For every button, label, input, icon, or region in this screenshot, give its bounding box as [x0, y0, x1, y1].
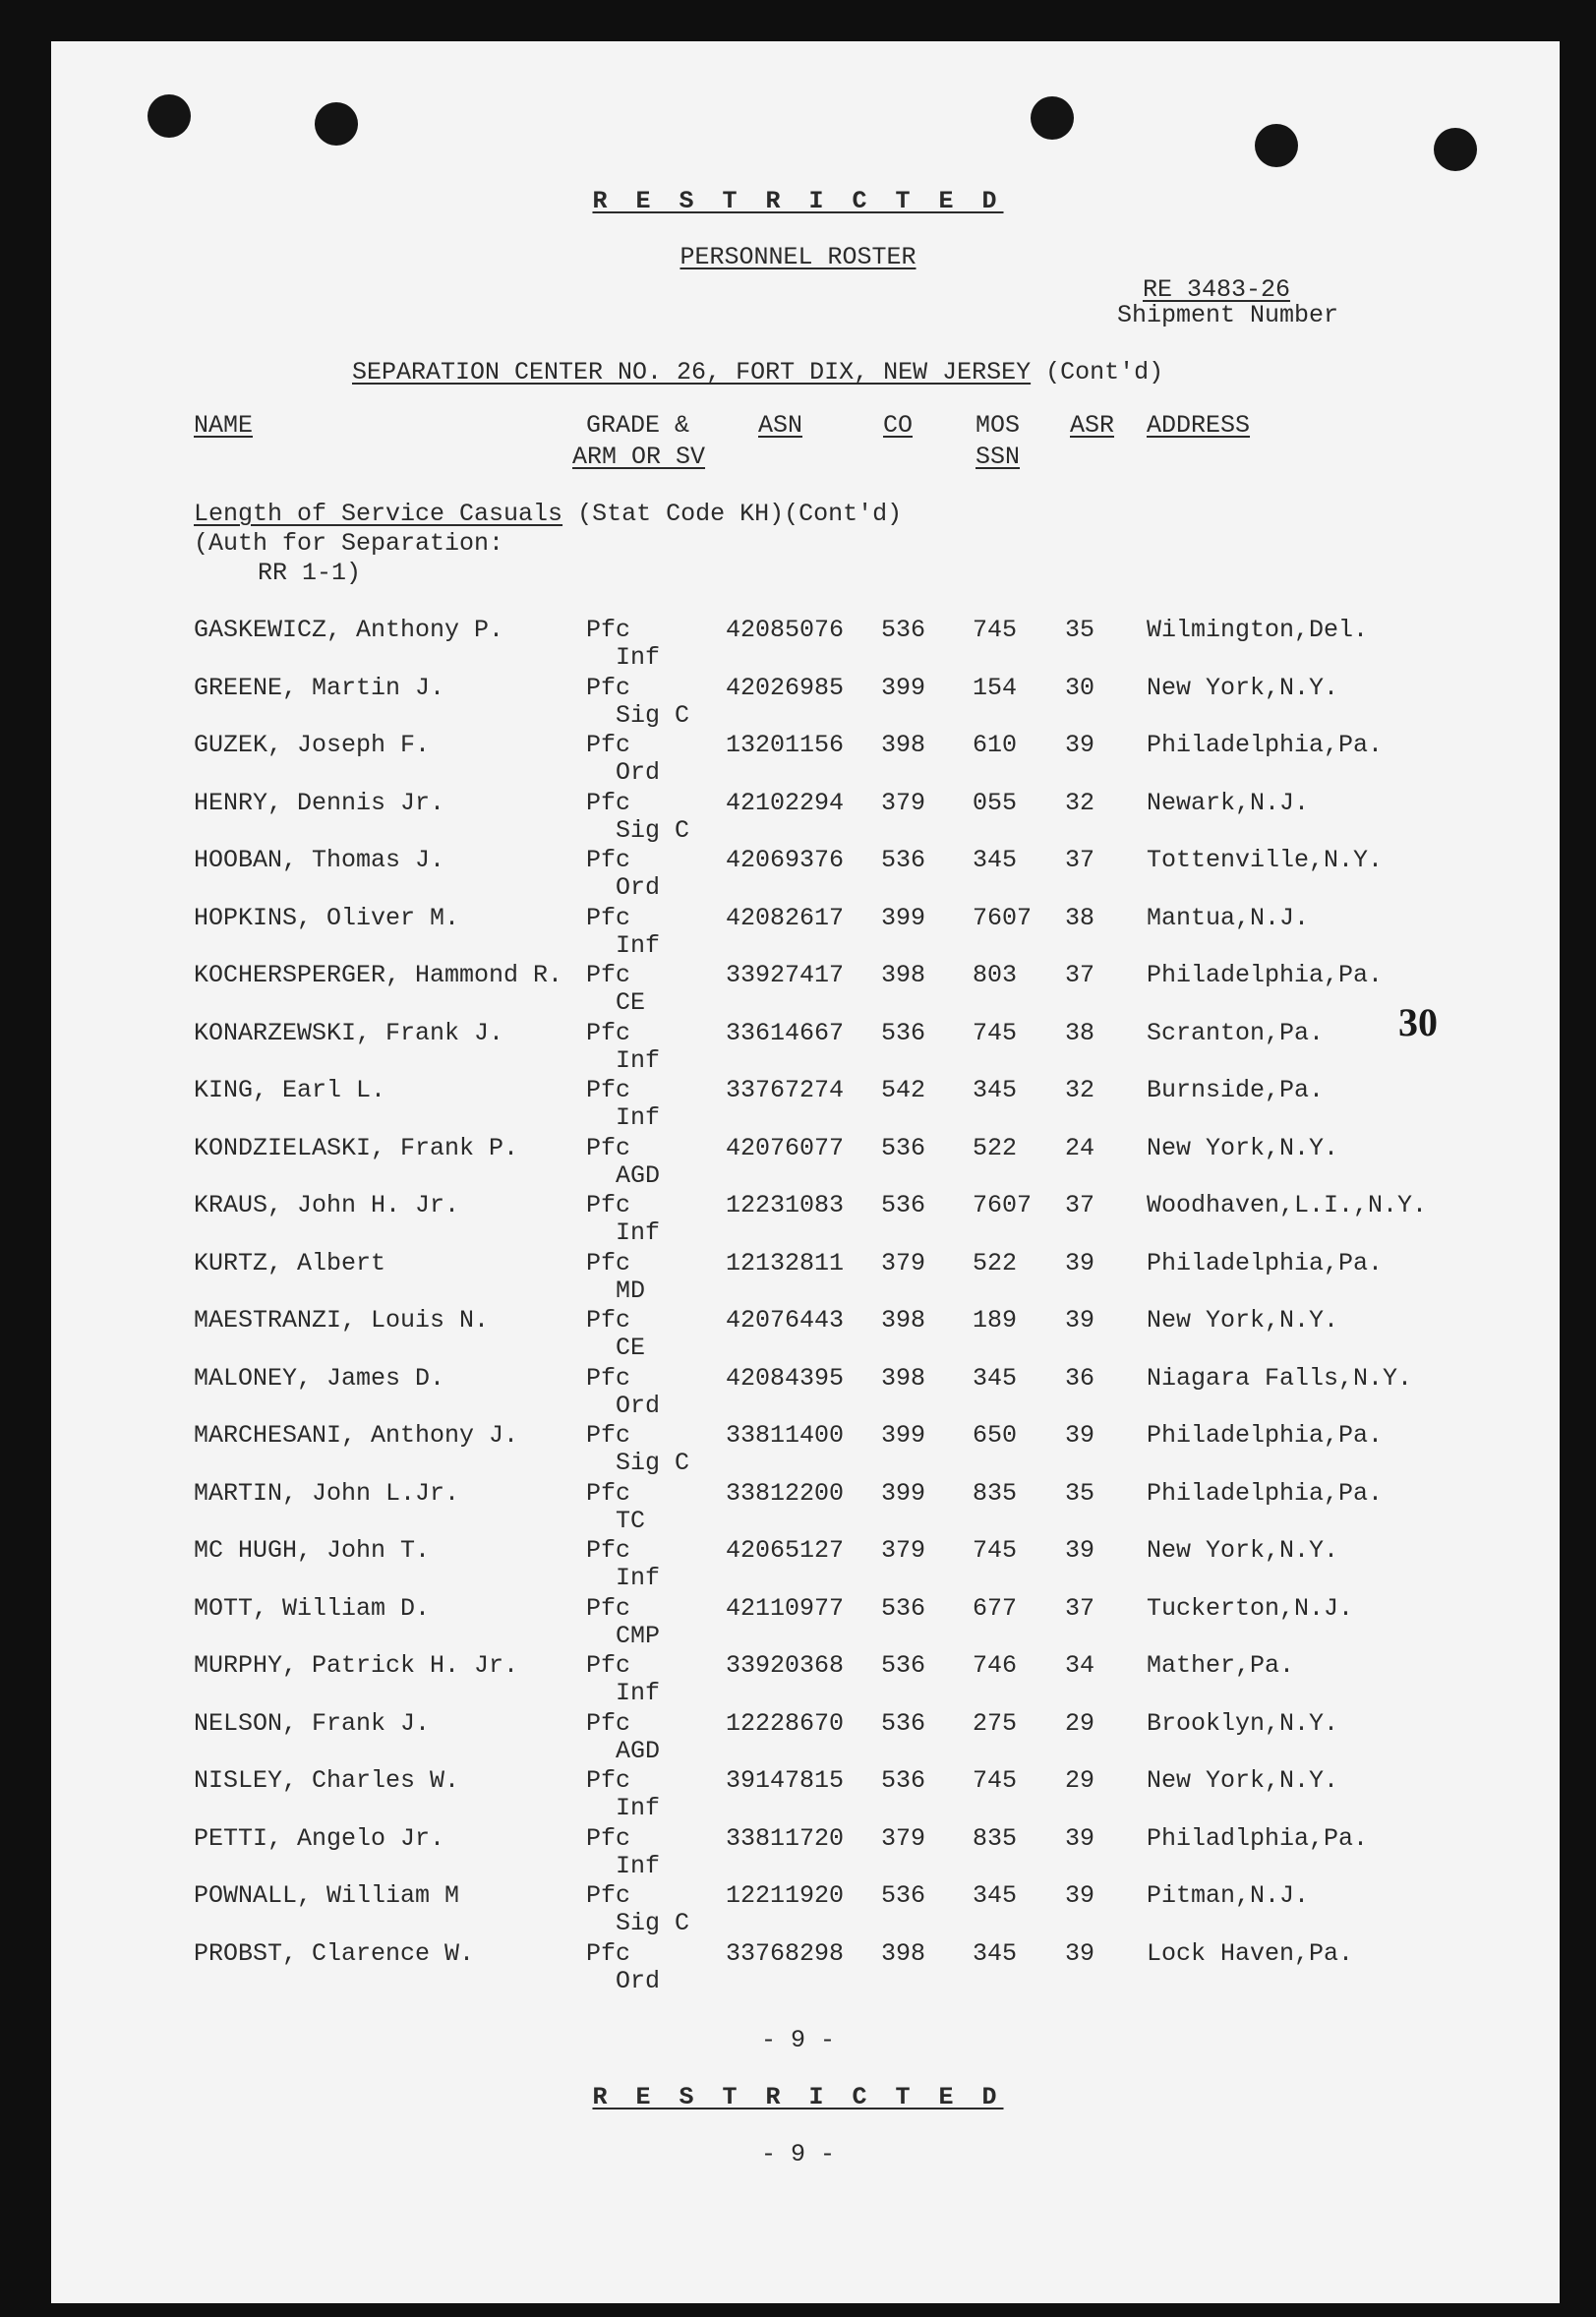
row-co: 398: [881, 1363, 926, 1393]
row-asr: 24: [1065, 1133, 1095, 1162]
center-title-line: [352, 358, 1163, 387]
row-asn: 42085076: [726, 616, 845, 644]
row-address: Mather,Pa.: [1147, 1651, 1295, 1680]
page-marker: - 9 -: [760, 2026, 835, 2054]
row-asr: 37: [1065, 1191, 1095, 1219]
row-arm: AGD: [616, 1736, 661, 1765]
row-arm: AGD: [616, 1160, 661, 1190]
row-co: 379: [881, 788, 926, 817]
row-grade: Pfc: [586, 1651, 631, 1680]
row-co: 398: [881, 1938, 926, 1968]
row-grade: Pfc: [586, 788, 631, 817]
table-row: [0, 1594, 1596, 1651]
row-arm: CMP: [616, 1621, 661, 1650]
row-mos: 189: [973, 1306, 1018, 1335]
table-row: [0, 1651, 1596, 1708]
row-asr: 39: [1065, 1306, 1095, 1335]
row-mos: 745: [973, 1536, 1018, 1565]
row-asr: 29: [1065, 1708, 1095, 1738]
row-co: 536: [881, 1133, 926, 1162]
row-arm: Sig C: [616, 700, 690, 730]
row-asr: 39: [1065, 1248, 1095, 1277]
section-code: (Stat Code KH)(Cont'd): [577, 500, 903, 528]
table-row: [0, 1421, 1596, 1478]
row-arm: CE: [616, 1334, 646, 1362]
row-asn: 13201156: [726, 731, 845, 759]
row-asr: 38: [1065, 903, 1095, 932]
row-grade: Pfc: [586, 1421, 631, 1450]
row-mos: 7607: [973, 903, 1033, 932]
row-address: Philadelphia,Pa.: [1147, 1421, 1384, 1450]
row-mos: 746: [973, 1651, 1018, 1680]
row-name: PROBST, Clarence W.: [194, 1938, 475, 1968]
row-grade: Pfc: [586, 1306, 631, 1335]
row-mos: 275: [973, 1708, 1018, 1738]
row-co: 399: [881, 673, 926, 702]
shipment-number: RE 3483-26: [1143, 275, 1291, 304]
row-asn: 42026985: [726, 673, 845, 702]
row-address: Brooklyn,N.Y.: [1147, 1708, 1339, 1738]
row-name: MARTIN, John L.Jr.: [194, 1478, 460, 1508]
row-grade: Pfc: [586, 616, 631, 644]
table-row: [0, 961, 1596, 1018]
row-name: MC HUGH, John T.: [194, 1536, 431, 1565]
row-grade: Pfc: [586, 1708, 631, 1738]
row-name: PETTI, Angelo Jr.: [194, 1823, 445, 1853]
row-name: KRAUS, John H. Jr.: [194, 1191, 460, 1219]
row-mos: 745: [973, 1766, 1018, 1795]
row-asr: 39: [1065, 1536, 1095, 1565]
row-co: 536: [881, 846, 926, 874]
row-arm: Ord: [616, 873, 661, 902]
row-name: MALONEY, James D.: [194, 1363, 445, 1393]
row-name: POWNALL, William M: [194, 1881, 460, 1910]
table-row: [0, 1076, 1596, 1133]
row-co: 398: [881, 961, 926, 989]
row-grade: Pfc: [586, 731, 631, 759]
table-row: [0, 1019, 1596, 1076]
row-co: 536: [881, 1708, 926, 1738]
table-row: [0, 1824, 1596, 1881]
punch-hole: [1255, 124, 1298, 167]
row-asn: 42069376: [726, 846, 845, 874]
margin-number: 30: [1398, 1000, 1438, 1044]
row-name: HOPKINS, Oliver M.: [194, 903, 460, 932]
row-address: Lock Haven,Pa.: [1147, 1938, 1354, 1968]
col-arm: ARM OR SV: [572, 443, 706, 471]
row-address: Philadelphia,Pa.: [1147, 961, 1384, 989]
row-arm: Ord: [616, 1391, 661, 1420]
row-grade: Pfc: [586, 846, 631, 874]
row-co: 536: [881, 1191, 926, 1219]
row-asr: 35: [1065, 616, 1095, 644]
row-arm: Inf: [616, 1564, 661, 1592]
row-grade: Pfc: [586, 1248, 631, 1277]
row-asn: 33767274: [726, 1076, 845, 1104]
row-grade: Pfc: [586, 1881, 631, 1910]
row-asr: 39: [1065, 1421, 1095, 1450]
row-asn: 39147815: [726, 1766, 845, 1795]
row-address: Burnside,Pa.: [1147, 1076, 1325, 1104]
row-asn: 42110977: [726, 1593, 845, 1623]
row-arm: Ord: [616, 758, 661, 787]
row-asn: 42082617: [726, 903, 845, 932]
table-row: [0, 1766, 1596, 1823]
row-asn: 12231083: [726, 1191, 845, 1219]
table-row: [0, 1939, 1596, 1996]
row-asr: 32: [1065, 1076, 1095, 1104]
row-name: KING, Earl L.: [194, 1076, 386, 1104]
row-address: New York,N.Y.: [1147, 1133, 1339, 1162]
row-asn: 33920368: [726, 1651, 845, 1680]
table-row: [0, 1249, 1596, 1306]
row-name: MURPHY, Patrick H. Jr.: [194, 1651, 519, 1680]
section-auth-ref: RR 1-1): [258, 559, 362, 587]
classification-header: R E S T R I C T E D: [592, 187, 1004, 215]
row-co: 379: [881, 1536, 926, 1565]
table-row: [0, 904, 1596, 961]
row-asr: 39: [1065, 1938, 1095, 1968]
row-address: New York,N.Y.: [1147, 1536, 1339, 1565]
row-address: Mantua,N.J.: [1147, 903, 1310, 932]
row-mos: 610: [973, 731, 1018, 759]
row-mos: 055: [973, 788, 1018, 817]
row-address: Philadelphia,Pa.: [1147, 1478, 1384, 1508]
table-row: [0, 1134, 1596, 1191]
row-co: 399: [881, 1421, 926, 1450]
row-co: 536: [881, 1593, 926, 1623]
row-grade: Pfc: [586, 1133, 631, 1162]
row-mos: 7607: [973, 1191, 1033, 1219]
row-co: 536: [881, 616, 926, 644]
table-row: [0, 1364, 1596, 1421]
center-title: SEPARATION CENTER NO. 26, FORT DIX, NEW JERSEY: [352, 358, 1032, 386]
row-arm: Ord: [616, 1966, 661, 1995]
row-name: MOTT, William D.: [194, 1593, 431, 1623]
row-arm: Inf: [616, 1218, 661, 1247]
row-address: Philadlphia,Pa.: [1147, 1823, 1369, 1853]
row-asr: 35: [1065, 1478, 1095, 1508]
row-name: KONDZIELASKI, Frank P.: [194, 1133, 519, 1162]
row-arm: Sig C: [616, 815, 690, 845]
row-grade: Pfc: [586, 1363, 631, 1393]
row-arm: Inf: [616, 1851, 661, 1880]
row-asr: 38: [1065, 1018, 1095, 1047]
row-asn: 42065127: [726, 1536, 845, 1565]
row-mos: 745: [973, 1018, 1018, 1047]
row-name: NISLEY, Charles W.: [194, 1766, 460, 1795]
row-arm: Inf: [616, 1794, 661, 1822]
row-asn: 42076443: [726, 1306, 845, 1335]
row-grade: Pfc: [586, 1938, 631, 1968]
row-mos: 345: [973, 1938, 1018, 1968]
row-address: Wilmington,Del.: [1147, 616, 1369, 644]
row-name: KURTZ, Albert: [194, 1248, 386, 1277]
punch-hole: [315, 102, 358, 146]
row-co: 536: [881, 1651, 926, 1680]
row-asr: 29: [1065, 1766, 1095, 1795]
row-asn: 33811400: [726, 1421, 845, 1450]
row-co: 536: [881, 1018, 926, 1047]
row-grade: Pfc: [586, 903, 631, 932]
row-mos: 522: [973, 1248, 1018, 1277]
row-asr: 37: [1065, 846, 1095, 874]
row-mos: 650: [973, 1421, 1018, 1450]
table-row: [0, 1709, 1596, 1766]
section-heading: [194, 500, 902, 529]
punch-hole: [148, 94, 191, 138]
col-asn: ASN: [758, 411, 803, 440]
row-address: New York,N.Y.: [1147, 1306, 1339, 1335]
row-asn: 33811720: [726, 1823, 845, 1853]
row-grade: Pfc: [586, 673, 631, 702]
row-asn: 33768298: [726, 1938, 845, 1968]
row-asn: 42076077: [726, 1133, 845, 1162]
row-mos: 803: [973, 961, 1018, 989]
row-name: GREENE, Martin J.: [194, 673, 445, 702]
row-asn: 12132811: [726, 1248, 845, 1277]
row-arm: Inf: [616, 643, 661, 672]
row-grade: Pfc: [586, 1766, 631, 1795]
row-asn: 42102294: [726, 788, 845, 817]
table-row: [0, 1479, 1596, 1536]
row-address: Newark,N.J.: [1147, 788, 1310, 817]
row-mos: 345: [973, 1076, 1018, 1104]
row-grade: Pfc: [586, 1191, 631, 1219]
row-co: 398: [881, 1306, 926, 1335]
row-address: Tuckerton,N.J.: [1147, 1593, 1354, 1623]
row-co: 536: [881, 1881, 926, 1910]
row-mos: 154: [973, 673, 1018, 702]
row-asr: 39: [1065, 731, 1095, 759]
row-asn: 33927417: [726, 961, 845, 989]
row-grade: Pfc: [586, 1823, 631, 1853]
section-title: Length of Service Casuals: [194, 500, 563, 528]
row-asr: 34: [1065, 1651, 1095, 1680]
col-ssn: SSN: [975, 443, 1021, 471]
row-address: New York,N.Y.: [1147, 1766, 1339, 1795]
table-row: [0, 846, 1596, 903]
row-arm: Sig C: [616, 1449, 690, 1477]
row-grade: Pfc: [586, 1478, 631, 1508]
row-arm: Inf: [616, 1045, 661, 1075]
row-arm: Inf: [616, 1679, 661, 1707]
row-asn: 33614667: [726, 1018, 845, 1047]
row-arm: CE: [616, 988, 646, 1017]
row-asr: 36: [1065, 1363, 1095, 1393]
row-address: Tottenville,N.Y.: [1147, 846, 1384, 874]
table-row: [0, 1306, 1596, 1363]
table-row: [0, 789, 1596, 846]
row-mos: 345: [973, 1881, 1018, 1910]
row-grade: Pfc: [586, 1076, 631, 1104]
table-row: [0, 1881, 1596, 1938]
row-asr: 32: [1065, 788, 1095, 817]
row-name: MAESTRANZI, Louis N.: [194, 1306, 490, 1335]
shipment-label: Shipment Number: [1117, 301, 1339, 329]
row-co: 399: [881, 1478, 926, 1508]
row-name: HOOBAN, Thomas J.: [194, 846, 445, 874]
row-asn: 42084395: [726, 1363, 845, 1393]
row-co: 399: [881, 903, 926, 932]
row-mos: 745: [973, 616, 1018, 644]
col-grade: GRADE &: [586, 411, 690, 440]
row-grade: Pfc: [586, 1018, 631, 1047]
row-address: Niagara Falls,N.Y.: [1147, 1363, 1413, 1393]
row-name: HENRY, Dennis Jr.: [194, 788, 445, 817]
row-co: 379: [881, 1248, 926, 1277]
table-row: [0, 1191, 1596, 1248]
row-address: Philadelphia,Pa.: [1147, 731, 1384, 759]
table-row: [0, 616, 1596, 673]
row-mos: 835: [973, 1823, 1018, 1853]
table-row: [0, 731, 1596, 788]
classification-footer: R E S T R I C T E D: [592, 2083, 1004, 2111]
row-co: 379: [881, 1823, 926, 1853]
roster-title: PERSONNEL ROSTER: [680, 243, 916, 271]
row-address: Philadelphia,Pa.: [1147, 1248, 1384, 1277]
col-address: ADDRESS: [1147, 411, 1251, 440]
row-arm: TC: [616, 1506, 646, 1535]
col-asr: ASR: [1070, 411, 1115, 440]
col-name: NAME: [194, 411, 254, 440]
col-mos: MOS: [975, 411, 1021, 440]
row-name: GUZEK, Joseph F.: [194, 731, 431, 759]
row-address: Pitman,N.J.: [1147, 1881, 1310, 1910]
row-arm: Sig C: [616, 1909, 690, 1937]
row-name: NELSON, Frank J.: [194, 1708, 431, 1738]
table-row: [0, 674, 1596, 731]
row-name: MARCHESANI, Anthony J.: [194, 1421, 519, 1450]
row-mos: 345: [973, 1363, 1018, 1393]
footer-page: - 9 -: [760, 2140, 835, 2168]
row-asr: 37: [1065, 961, 1095, 989]
row-arm: Inf: [616, 930, 661, 960]
row-grade: Pfc: [586, 1536, 631, 1565]
row-address: Scranton,Pa.: [1147, 1018, 1325, 1047]
row-address: New York,N.Y.: [1147, 673, 1339, 702]
row-name: GASKEWICZ, Anthony P.: [194, 616, 504, 644]
row-co: 542: [881, 1076, 926, 1104]
row-asn: 33812200: [726, 1478, 845, 1508]
row-arm: MD: [616, 1276, 646, 1305]
row-mos: 345: [973, 846, 1018, 874]
row-mos: 835: [973, 1478, 1018, 1508]
row-name: KOCHERSPERGER, Hammond R.: [194, 961, 563, 989]
row-asr: 37: [1065, 1593, 1095, 1623]
row-asr: 39: [1065, 1881, 1095, 1910]
row-mos: 677: [973, 1593, 1018, 1623]
row-asn: 12211920: [726, 1881, 845, 1910]
table-row: [0, 1536, 1596, 1593]
row-co: 398: [881, 731, 926, 759]
punch-hole: [1031, 96, 1074, 140]
row-arm: Inf: [616, 1103, 661, 1132]
row-asr: 30: [1065, 673, 1095, 702]
row-address: Woodhaven,L.I.,N.Y.: [1147, 1191, 1428, 1219]
col-co: CO: [883, 411, 914, 440]
row-asr: 39: [1065, 1823, 1095, 1853]
row-grade: Pfc: [586, 961, 631, 989]
section-auth: (Auth for Separation:: [194, 529, 504, 558]
center-cont: (Cont'd): [1045, 358, 1164, 386]
row-co: 536: [881, 1766, 926, 1795]
row-grade: Pfc: [586, 1593, 631, 1623]
punch-hole: [1434, 128, 1477, 171]
row-asn: 12228670: [726, 1708, 845, 1738]
row-name: KONARZEWSKI, Frank J.: [194, 1018, 504, 1047]
row-mos: 522: [973, 1133, 1018, 1162]
